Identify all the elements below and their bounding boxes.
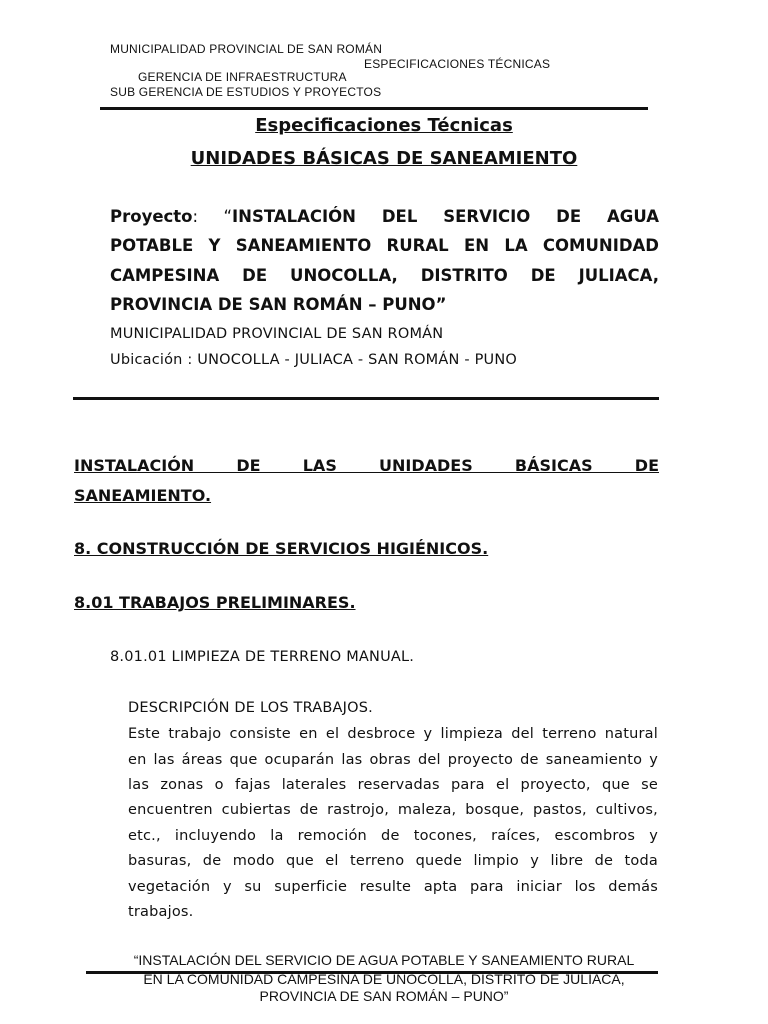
description-title: DESCRIPCIÓN DE LOS TRABAJOS. <box>128 700 373 716</box>
footer-line-2: EN LA COMUNIDAD CAMPESINA DE UNOCOLLA, DISTRITO DE JULIACA, <box>143 971 625 987</box>
document-title: Especificaciones Técnicas <box>255 115 513 136</box>
project-location: Ubicación : UNOCOLLA - JULIACA - SAN ROMÁN - PUNO <box>110 352 518 368</box>
project-entity: MUNICIPALIDAD PROVINCIAL DE SAN ROMÁN <box>110 326 444 342</box>
header-doc-type: ESPECIFICACIONES TÉCNICAS <box>364 57 551 71</box>
description-line: en las áreas que ocuparán las obras del proyecto de saneamiento y <box>128 752 658 768</box>
description-line: vegetación y su superficie resulte apta para iniciar los demás <box>128 879 658 895</box>
description-line: Este trabajo consiste en el desbroce y limpieza del terreno natural <box>128 726 658 742</box>
document-subtitle: UNIDADES BÁSICAS DE SANEAMIENTO <box>190 148 578 169</box>
header-department: GERENCIA DE INFRAESTRUCTURA <box>138 70 347 84</box>
project-line-1 <box>110 207 659 226</box>
description-line: las zonas o fajas laterales reservadas para el proyecto, que se <box>128 777 658 793</box>
project-name-1: INSTALACIÓN DEL SERVICIO DE AGUA <box>232 207 659 226</box>
footer-line-1: “INSTALACIÓN DEL SERVICIO DE AGUA POTABLE Y SANEAMIENTO RURAL <box>133 952 635 968</box>
section-8-heading: 8. CONSTRUCCIÓN DE SERVICIOS HIGIÉNICOS. <box>74 539 489 558</box>
header-subdepartment: SUB GERENCIA DE ESTUDIOS Y PROYECTOS <box>110 85 382 99</box>
section-80101-heading: 8.01.01 LIMPIEZA DE TERRENO MANUAL. <box>110 649 415 665</box>
section-801-heading: 8.01 TRABAJOS PRELIMINARES. <box>74 593 356 612</box>
description-line: basuras, de modo que el terreno quede limpio y libre de toda <box>128 853 658 869</box>
header-divider <box>100 107 648 110</box>
project-name-2: POTABLE Y SANEAMIENTO RURAL EN LA COMUNIDAD <box>110 236 659 255</box>
description-line: etc., incluyendo la remoción de tocones, raíces, escombros y <box>128 828 658 844</box>
project-name-3: CAMPESINA DE UNOCOLLA, DISTRITO DE JULIACA, <box>110 266 659 285</box>
footer-line-3: PROVINCIA DE SAN ROMÁN – PUNO” <box>259 988 509 1004</box>
description-line: trabajos. <box>128 904 194 920</box>
project-label: Proyecto <box>110 207 193 226</box>
installation-heading-line-2: SANEAMIENTO. <box>74 486 212 505</box>
project-colon: : “ <box>192 207 233 226</box>
installation-heading-line-1: INSTALACIÓN DE LAS UNIDADES BÁSICAS DE <box>74 456 659 475</box>
header-municipality: MUNICIPALIDAD PROVINCIAL DE SAN ROMÁN <box>110 42 383 56</box>
description-line: encuentren cubiertas de rastrojo, maleza, bosque, pastos, cultivos, <box>128 802 658 818</box>
project-name-4: PROVINCIA DE SAN ROMÁN – PUNO” <box>110 295 447 314</box>
project-divider <box>73 397 659 400</box>
